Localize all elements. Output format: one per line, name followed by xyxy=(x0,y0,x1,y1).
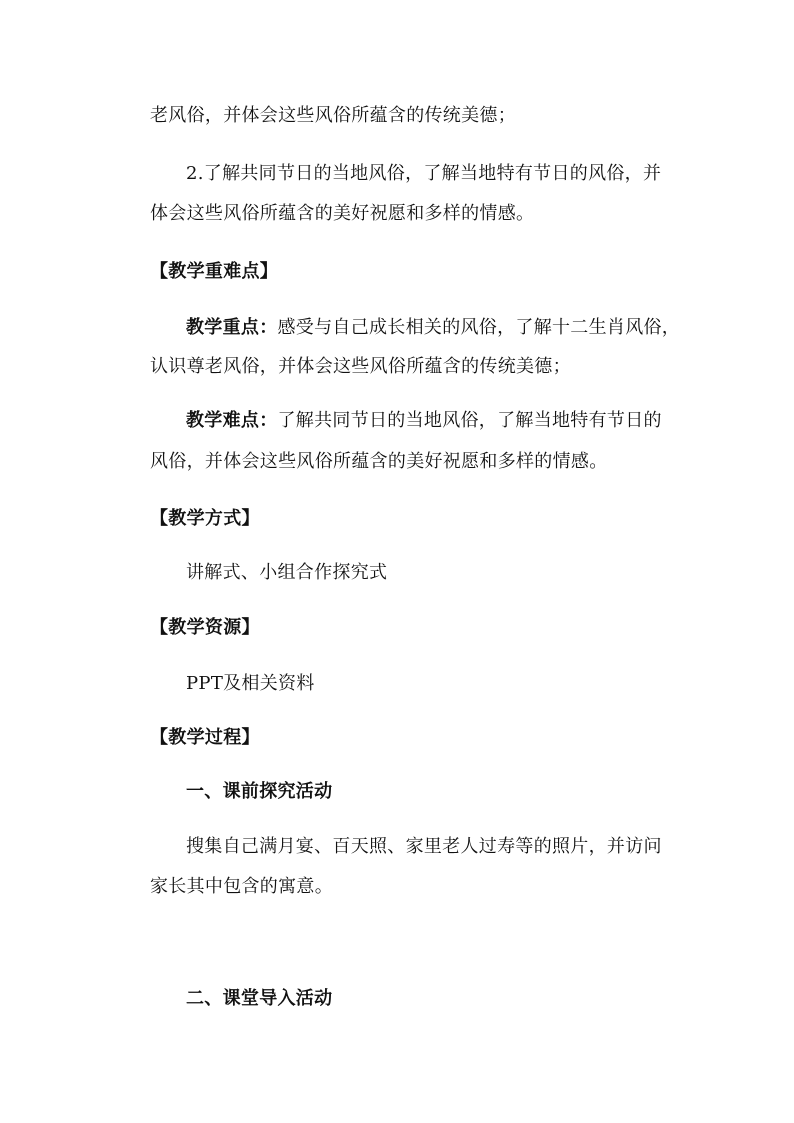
methods-text: 讲解式、小组合作探究式 xyxy=(186,562,388,583)
objective-1-continuation: 老风俗，并体会这些风俗所蕴含的传统美德； xyxy=(150,105,516,126)
process-step-2-title: 二、课堂导入活动 xyxy=(186,988,333,1009)
key-points-heading: 【教学重难点】 xyxy=(150,261,279,282)
teaching-difficulty-label: 教学难点： xyxy=(186,410,278,431)
resources-heading: 【教学资源】 xyxy=(150,617,260,638)
process-step-1-line-2: 家长其中包含的寓意。 xyxy=(150,876,333,897)
objective-2-line-1: 2.了解共同节日的当地风俗，了解当地特有节日的风俗，并 xyxy=(186,163,662,184)
process-step-1-title: 一、课前探究活动 xyxy=(186,781,333,802)
teaching-focus-text: 感受与自己成长相关的风俗，了解十二生肖风俗， xyxy=(277,317,681,338)
teaching-focus-line-2: 认识尊老风俗，并体会这些风俗所蕴含的传统美德； xyxy=(150,356,571,377)
process-step-1-line-1: 搜集自己满月宴、百天照、家里老人过寿等的照片，并访问 xyxy=(186,836,662,857)
teaching-focus-line-1 xyxy=(186,317,680,339)
objective-2-line-2: 体会这些风俗所蕴含的美好祝愿和多样的情感。 xyxy=(150,203,535,224)
methods-heading: 【教学方式】 xyxy=(150,508,260,529)
teaching-focus-label: 教学重点： xyxy=(186,317,278,338)
resources-text: PPT及相关资料 xyxy=(186,673,315,694)
process-heading: 【教学过程】 xyxy=(150,727,260,748)
teaching-difficulty-text: 了解共同节日的当地风俗，了解当地特有节日的 xyxy=(277,410,662,431)
teaching-difficulty-line-2: 风俗，并体会这些风俗所蕴含的美好祝愿和多样的情感。 xyxy=(150,451,608,472)
teaching-difficulty-line-1 xyxy=(186,410,662,432)
